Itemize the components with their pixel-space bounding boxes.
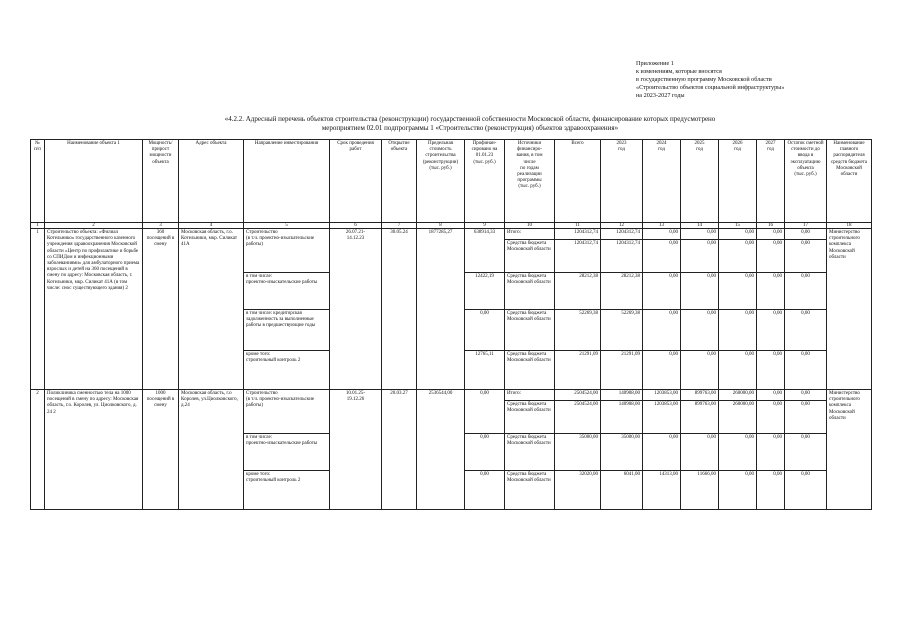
year-2027-value: 0,00	[757, 390, 785, 401]
funding-source: Средства бюджета Московской области	[505, 401, 555, 434]
remaining-cost: 0,00	[785, 240, 827, 273]
year-2027-value: 0,00	[757, 401, 785, 434]
column-number: 2	[45, 223, 143, 229]
object-address: Московская область, г.о. Котельники, мкр. Силикат 41А	[179, 229, 244, 390]
year-2026-value: 260000,00	[719, 401, 757, 434]
total-value: 1204312,74	[555, 240, 601, 273]
year-2024-value: 0,00	[643, 310, 681, 351]
object-capacity: 1000 посещений в смену	[143, 390, 179, 510]
funding-source: Средства бюджета Московской области	[505, 310, 555, 351]
year-2023-value: 1204312,74	[601, 229, 643, 240]
column-number: 4	[179, 223, 244, 229]
limit-cost: 2536544,00	[417, 390, 465, 510]
column-number: 13	[643, 223, 681, 229]
remaining-cost: 0,00	[785, 434, 827, 471]
funding-source: Средства бюджета Московской области	[505, 273, 555, 310]
year-2027-value: 0,00	[757, 310, 785, 351]
object-number: 2	[31, 390, 45, 510]
year-2025-value: 0,00	[681, 351, 719, 390]
year-2025-value: 0,00	[681, 273, 719, 310]
column-header: Направление инвестирования	[244, 140, 330, 223]
column-number: 16	[757, 223, 785, 229]
column-number: 7	[382, 223, 417, 229]
investment-direction: в том числе: проектно-изыскательские работы	[244, 273, 330, 310]
header-row	[31, 140, 872, 223]
work-term: 10.01.25- 19.12.26	[330, 390, 382, 510]
year-2024-value: 0,00	[643, 229, 681, 240]
year-2023-value: 35000,00	[601, 434, 643, 471]
column-header: 2024 год	[643, 140, 681, 223]
column-header: Срок проведения работ	[330, 140, 382, 223]
total-value: 1204312,74	[555, 229, 601, 240]
column-number: 10	[505, 223, 555, 229]
budget-manager: Министерство строительного комплекса Московской области	[827, 229, 872, 390]
year-2024-value: 0,00	[643, 240, 681, 273]
remaining-cost: 0,00	[785, 273, 827, 310]
investment-direction: в том числе: кредиторская задолженность за выполненные работы в предшествующие годы	[244, 310, 330, 351]
year-2025-value: 0,00	[681, 240, 719, 273]
column-number: 15	[719, 223, 757, 229]
year-2023-value: 21291,09	[601, 351, 643, 390]
column-number: 11	[555, 223, 601, 229]
funded-amount: 0,00	[465, 434, 505, 471]
year-2025-value: 0,00	[681, 434, 719, 471]
total-value: 2504524,00	[555, 401, 601, 434]
funded-amount: 12765,11	[465, 351, 505, 390]
total-value: 32020,00	[555, 471, 601, 510]
investment-direction: Строительство (в т.ч. проектно-изыскательские работы)	[244, 229, 330, 273]
remaining-cost: 0,00	[785, 351, 827, 390]
object-name: Поликлиника сменностью тела на 1000 посещений в смену по адресу: Московская область, г.о. Королев, ул. Циолковского, д. 24 2	[45, 390, 143, 510]
remaining-cost: 0,00	[785, 229, 827, 240]
column-number: 5	[244, 223, 330, 229]
year-2026-value: 0,00	[719, 471, 757, 510]
column-header: Адрес объекта	[179, 140, 244, 223]
column-number: 14	[681, 223, 719, 229]
total-value: 2504524,00	[555, 390, 601, 401]
remaining-cost: 0,00	[785, 310, 827, 351]
year-2023-value: 140908,00	[601, 390, 643, 401]
year-2026-value: 0,00	[719, 351, 757, 390]
address-list-table	[30, 139, 872, 510]
total-value: 21291,09	[555, 351, 601, 390]
year-2024-value: 0,00	[643, 351, 681, 390]
object-address: Московская область, г.о Королев, ул.Циолковского, д.24	[179, 390, 244, 510]
year-2024-value: 1203853,00	[643, 390, 681, 401]
funded-amount: 0,00	[465, 390, 505, 434]
budget-manager: Министерство строительного комплекса Московской области	[827, 390, 872, 510]
investment-direction: в том числе: проектно-изыскательские работы	[244, 434, 330, 471]
title-line-1: «4.2.2. Адресный перечень объектов строительства (реконструкции) государственной собственности Московской области, финансирование которых предусмотрено	[224, 115, 716, 123]
year-2024-value: 0,00	[643, 273, 681, 310]
funding-source: Итого:	[505, 390, 555, 401]
year-2027-value: 0,00	[757, 273, 785, 310]
funding-source: Итого:	[505, 229, 555, 240]
year-2026-value: 0,00	[719, 240, 757, 273]
appendix-line: в государственную программу Московской области	[636, 76, 772, 83]
funded-amount: 12422,19	[465, 273, 505, 310]
year-2027-value: 0,00	[757, 240, 785, 273]
investment-direction: кроме того: строительный контроль 2	[244, 351, 330, 390]
appendix-line: Приложение 1	[636, 60, 674, 67]
funding-source: Средства бюджета Московской области	[505, 434, 555, 471]
appendix-line: к изменениям, которые вносятся	[636, 68, 722, 75]
total-value: 35000,00	[555, 434, 601, 471]
column-number: 1	[31, 223, 45, 229]
object-number: 1	[31, 229, 45, 390]
column-header: 2023 год	[601, 140, 643, 223]
column-header: 2026 год	[719, 140, 757, 223]
remaining-cost: 0,00	[785, 471, 827, 510]
year-2023-value: 6041,00	[601, 471, 643, 510]
column-header: 2027 год	[757, 140, 785, 223]
remaining-cost: 0,00	[785, 390, 827, 401]
year-2025-value: 0,00	[681, 229, 719, 240]
remaining-cost: 0,00	[785, 401, 827, 434]
column-header: 2025 год	[681, 140, 719, 223]
column-number: 9	[465, 223, 505, 229]
funded-amount: 0,00	[465, 310, 505, 351]
table-body	[31, 140, 872, 510]
object-name: Строительство объекта: «Филиал Котельнико» государственного казенного учреждения здравоохранения Московской области «Центр по профилактике и борьбе со СПИДом и инфекционными заболеваниями» для амбулаторного приема взрослых и детей на 360 посещений в смену по адресу: Московская область, г. Котельники, мкр. Силикат 41А (в том числе: снос существующего здания) 2	[45, 229, 143, 390]
work-term: 26.07.21- 14.12.23	[330, 229, 382, 390]
column-header: Источники финансиро- вания, в том числе по годам реализации программы (тыс. руб.)	[505, 140, 555, 223]
column-header: Всего	[555, 140, 601, 223]
year-2027-value: 0,00	[757, 471, 785, 510]
column-header: Наименование объекта 1	[45, 140, 143, 223]
document-title	[150, 115, 790, 133]
total-value: 28212,38	[555, 273, 601, 310]
funding-source: Средства бюджета Московской области	[505, 351, 555, 390]
year-2025-value: 0,00	[681, 310, 719, 351]
table-row	[31, 390, 872, 401]
year-2026-value: 0,00	[719, 273, 757, 310]
year-2024-value: 1203853,00	[643, 401, 681, 434]
year-2026-value: 260000,00	[719, 390, 757, 401]
year-2023-value: 28212,38	[601, 273, 643, 310]
object-capacity: 360 посещений в смену	[143, 229, 179, 390]
year-2023-value: 1204312,74	[601, 240, 643, 273]
year-2023-value: 52269,38	[601, 310, 643, 351]
year-2027-value: 0,00	[757, 434, 785, 471]
column-header: Мощность/ прирост мощности объекта	[143, 140, 179, 223]
year-2027-value: 0,00	[757, 351, 785, 390]
column-header: Открытие объекта	[382, 140, 417, 223]
column-header: Наименование главного распорядителя средств бюджета Московской области	[827, 140, 872, 223]
appendix-line: на 2023-2027 годы	[636, 92, 685, 99]
year-2025-value: 11666,00	[681, 471, 719, 510]
limit-cost: 1877285,27	[417, 229, 465, 390]
year-2025-value: 899763,00	[681, 401, 719, 434]
year-2026-value: 0,00	[719, 434, 757, 471]
object-opening: 20.03.27	[382, 390, 417, 510]
year-2023-value: 140908,00	[601, 401, 643, 434]
column-number: 18	[827, 223, 872, 229]
column-header: № п/п	[31, 140, 45, 223]
column-number: 3	[143, 223, 179, 229]
object-opening: 30.05.24	[382, 229, 417, 390]
total-value: 52269,38	[555, 310, 601, 351]
column-number: 17	[785, 223, 827, 229]
funding-source: Средства бюджета Московской области	[505, 240, 555, 273]
year-2027-value: 0,00	[757, 229, 785, 240]
column-header: Профинан- сировано на 01.01.23 (тыс. руб.)	[465, 140, 505, 223]
column-number: 12	[601, 223, 643, 229]
appendix-line: «Строительство объектов социальной инфраструктуры»	[636, 84, 785, 91]
year-2024-value: 14313,00	[643, 471, 681, 510]
year-2026-value: 0,00	[719, 229, 757, 240]
column-header: Предельная стоимость строительства (реконструкции) (тыс. руб.)	[417, 140, 465, 223]
year-2025-value: 899763,00	[681, 390, 719, 401]
funding-source: Средства бюджета Московской области	[505, 471, 555, 510]
column-number: 6	[330, 223, 382, 229]
column-header: Остаток сметной стоимости до ввода в эксплуатацию объекта (тыс. руб.)	[785, 140, 827, 223]
appendix-note	[636, 60, 836, 100]
funded-amount: 638914,33	[465, 229, 505, 273]
funded-amount: 0,00	[465, 471, 505, 510]
table-row	[31, 229, 872, 240]
year-2024-value: 0,00	[643, 434, 681, 471]
column-number: 8	[417, 223, 465, 229]
investment-direction: Строительство (в т.ч. проектно-изыскательские работы)	[244, 390, 330, 434]
year-2026-value: 0,00	[719, 310, 757, 351]
investment-direction: кроме того: строительный контроль 2	[244, 471, 330, 510]
title-line-2: мероприятием 02.01 подпрограммы 1 «Строительство (реконструкция) объектов здравоохранения»	[321, 124, 619, 132]
